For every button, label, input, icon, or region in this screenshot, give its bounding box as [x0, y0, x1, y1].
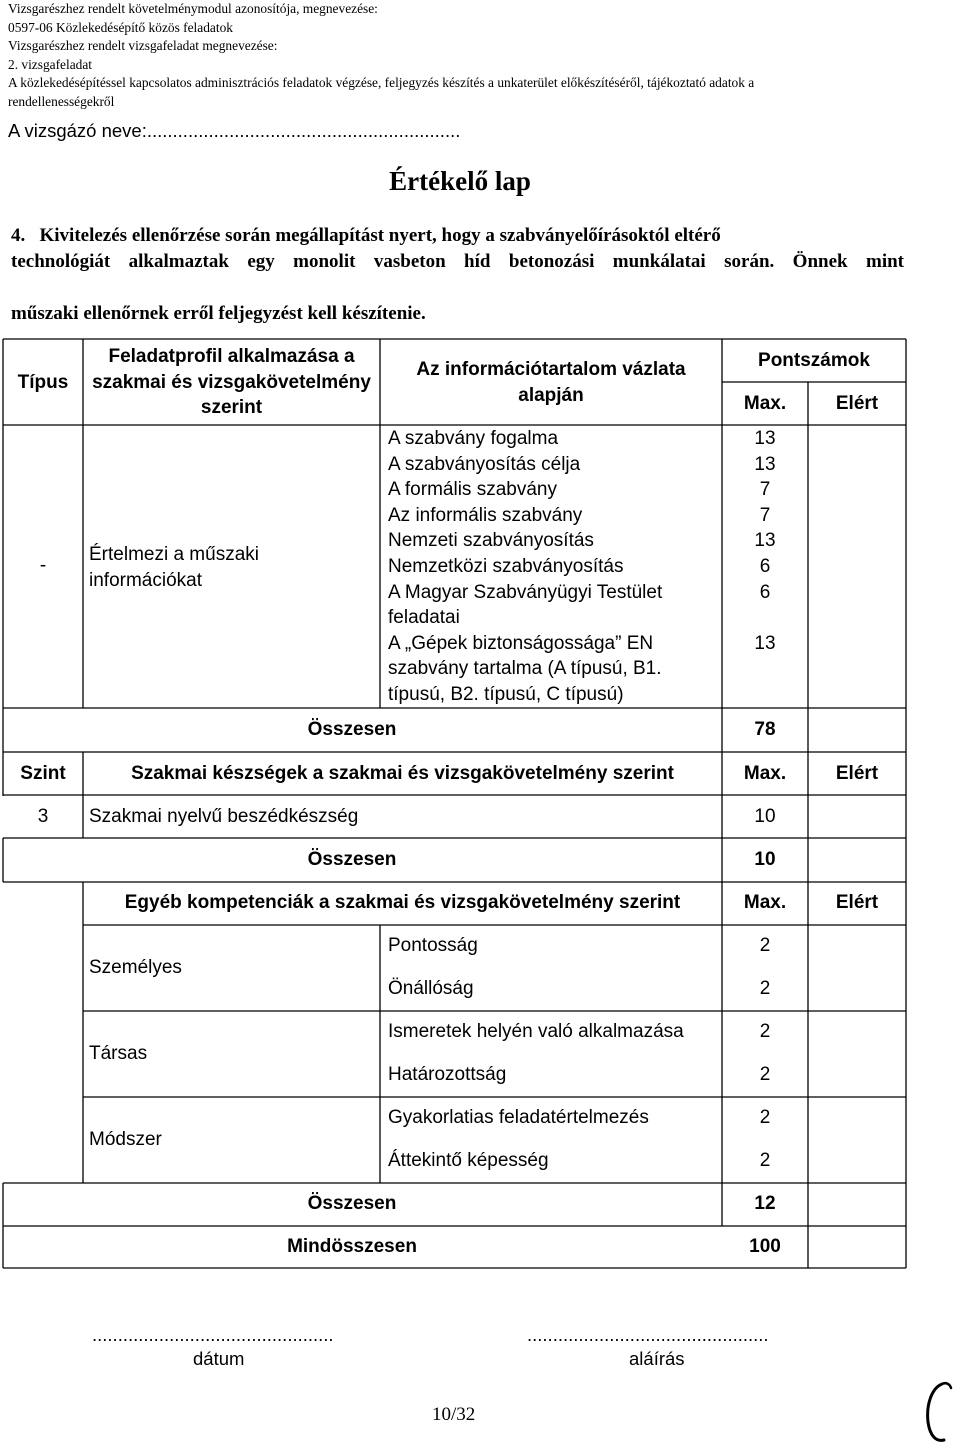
max-points: 13 [754, 530, 776, 552]
max-points: 13 [754, 428, 776, 449]
max-points: 2 [759, 1021, 771, 1042]
list-item: A szabványosítás célja [388, 453, 581, 475]
col-header-szint: Szint [20, 763, 66, 784]
list-item: A „Gépek biztonságossága” EN [388, 632, 654, 654]
total-label: Összesen [307, 719, 397, 740]
total-value: 10 [754, 849, 776, 870]
profil-line: információkat [89, 569, 202, 591]
date-label: dátum [193, 1348, 245, 1369]
skill-level: 3 [37, 806, 49, 827]
page-title: Értékelő lap [389, 166, 531, 196]
task-line: műszaki ellenőrnek erről feljegyzést kell készítenie. [11, 303, 426, 324]
max-points [722, 605, 808, 631]
col-header-pontszamok: Pontszámok [758, 350, 870, 371]
max-points-list [722, 426, 808, 708]
col-header-feladatprofil [83, 344, 380, 421]
max-points: 13 [754, 453, 776, 475]
list-item: szabvány tartalma (A típusú, B1. [388, 658, 662, 680]
col-header-elert: Elért [835, 393, 879, 414]
competence-item: Áttekintő képesség [388, 1150, 549, 1171]
col-header-line: Feladatprofil alkalmazása a [108, 346, 355, 367]
document-header [8, 0, 754, 112]
total-value: 78 [754, 719, 776, 740]
profil-line: Értelmezi a műszaki [89, 544, 259, 565]
page-number: 10/32 [432, 1404, 476, 1425]
competence-group-name: Társas [89, 1043, 148, 1064]
col-header-line: szakmai és vizsgakövetelmény [92, 371, 371, 393]
list-item: A Magyar Szabványügyi Testület [388, 581, 663, 603]
max-points: 10 [754, 806, 776, 827]
list-item: Az informális szabvány [388, 504, 583, 526]
col-header-elert: Elért [835, 892, 879, 913]
col-header-line: Az információtartalom vázlata [416, 359, 686, 380]
header-line: 0597-06 Közlekedésépítő közös feladatok [8, 19, 233, 35]
max-points: 7 [759, 504, 771, 526]
max-points: 6 [759, 581, 771, 603]
max-points: 2 [759, 1064, 771, 1085]
header-line: Vizsgarészhez rendelt vizsgafeladat megnevezése: [8, 38, 278, 54]
col-header-tipus: Típus [17, 372, 69, 393]
handwritten-signature-mark [920, 1378, 958, 1450]
max-points: 2 [759, 978, 771, 999]
col-header-max: Max. [743, 763, 787, 784]
task-description [11, 223, 904, 327]
task-line: technológiát alkalmaztak egy monolit vasbeton híd betonozási munkálatai során. Önnek mint [11, 251, 904, 272]
grand-total-value: 100 [749, 1236, 781, 1257]
max-points: 6 [759, 555, 771, 577]
skill-name: Szakmai nyelvű beszédkészség [89, 806, 359, 827]
list-item: feladatai [388, 607, 460, 629]
total-label: Összesen [307, 1193, 397, 1214]
list-item: Nemzetközi szabványosítás [388, 555, 624, 577]
competence-group-name: Módszer [89, 1129, 162, 1150]
competence-item: Ismeretek helyén való alkalmazása [388, 1021, 684, 1042]
max-points: 2 [759, 1150, 771, 1171]
list-item: Nemzeti szabványosítás [388, 530, 594, 552]
max-points: 2 [759, 1107, 771, 1128]
col-header-egyeb-kompetenciak: Egyéb kompetenciák a szakmai és vizsgakövetelmény szerint [124, 892, 681, 913]
date-line: ............................................... [92, 1324, 334, 1345]
total-value: 12 [754, 1193, 776, 1214]
max-points: 2 [759, 935, 771, 956]
competence-group-name: Személyes [89, 957, 182, 978]
list-item: A szabvány fogalma [388, 428, 559, 449]
col-header-max: Max. [743, 892, 787, 913]
signature-label: aláírás [629, 1348, 685, 1369]
col-header-elert: Elért [835, 763, 879, 784]
max-points: 13 [754, 632, 776, 654]
header-line: rendellenességekről [8, 93, 115, 109]
signature-line: ............................................... [527, 1324, 769, 1345]
candidate-name-field: A vizsgázó neve:............................................................. [8, 120, 461, 141]
grand-total-label: Mindösszesen [287, 1236, 417, 1257]
profil-value [89, 542, 259, 593]
col-header-line: alapján [518, 384, 584, 406]
max-points [722, 682, 808, 708]
header-line: A közlekedésépítéssel kapcsolatos adminisztrációs feladatok végzése, feljegyzés készítés a unkaterület előkészítéséről, tájékoztató adatok a [8, 75, 755, 91]
col-header-line: szerint [200, 397, 263, 418]
list-item: A formális szabvány [388, 479, 557, 501]
col-header-max: Max. [743, 393, 787, 414]
col-header-szakmai-keszsegek: Szakmai készségek a szakmai és vizsgakövetelmény szerint [131, 763, 674, 784]
max-points [722, 656, 808, 682]
competence-item: Önállóság [388, 978, 474, 999]
list-item: típusú, B2. típusú, C típusú) [388, 683, 624, 705]
competence-item: Pontosság [388, 935, 478, 956]
task-line: 4. Kivitelezés ellenőrzése során megállapítást nyert, hogy a szabványelőírásoktól eltérő [11, 225, 721, 246]
max-points: 7 [759, 479, 771, 501]
info-item-list [388, 426, 662, 708]
header-line: Vizsgarészhez rendelt követelménymodul azonosítója, megnevezése: [8, 1, 378, 16]
competence-item: Határozottság [388, 1064, 507, 1085]
total-label: Összesen [307, 849, 397, 870]
tipus-value: - [39, 555, 47, 576]
competence-item: Gyakorlatias feladatértelmezés [388, 1107, 649, 1128]
col-header-vazlat [380, 357, 722, 408]
header-line: 2. vizsgafeladat [8, 56, 93, 72]
